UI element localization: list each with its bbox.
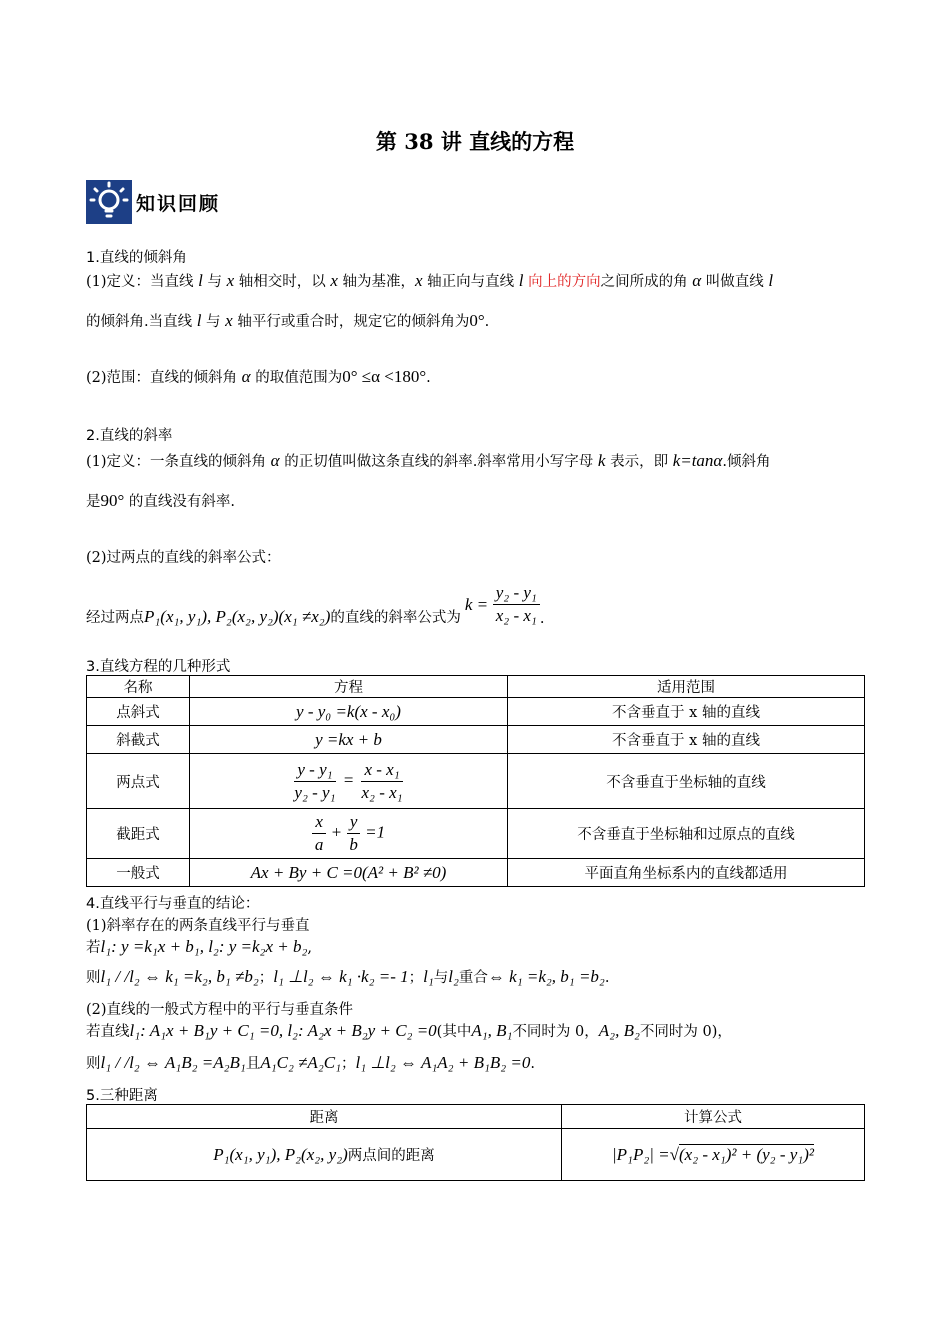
text: 不同时为 0， xyxy=(512,1024,599,1040)
numerator: y xyxy=(347,811,361,834)
s2-definition-line1 xyxy=(86,450,770,471)
var-l2: l₂ xyxy=(448,967,459,986)
radicand: (x₂ - x₁)² + (y₂ - y₁)² xyxy=(679,1144,814,1164)
ninety-degrees: 90° xyxy=(100,491,125,510)
page-title: 第 38 讲 直线的方程 xyxy=(375,129,575,154)
row-scope: 不含垂直于 x 轴的直线 xyxy=(508,726,865,754)
header-name: 名称 xyxy=(87,676,190,698)
denominator: y₂ - y₁ xyxy=(294,782,336,802)
table-header-row xyxy=(87,1105,865,1129)
s4-line2 xyxy=(86,966,609,987)
s2-definition-line2 xyxy=(86,490,235,511)
section-4-heading: 4.直线平行与垂直的结论： xyxy=(86,896,260,912)
text: . xyxy=(604,970,610,986)
range-expression: 0° ≤α <180° xyxy=(342,367,427,386)
two-points-expression: P₁(x₁, y₁), P₂(x₂, y₂)(x₁ ≠x₂) xyxy=(144,607,331,626)
sqrt-sign: √ xyxy=(669,1144,680,1164)
row-scope: 平面直角坐标系内的直线都适用 xyxy=(508,859,865,887)
text: 且 xyxy=(245,1056,261,1072)
row-name: 一般式 xyxy=(87,859,190,887)
text: 若 xyxy=(86,940,101,956)
text: 轴相交时，以 xyxy=(234,274,331,290)
row-name: 截距式 xyxy=(87,809,190,859)
denominator: b xyxy=(349,835,358,854)
var-l: l xyxy=(196,311,202,330)
text: . xyxy=(484,314,490,330)
highlight-upward-direction: 向上的方向 xyxy=(523,274,601,290)
text: ； xyxy=(258,970,274,986)
slope-numerator: y₂ - y₁ xyxy=(493,582,540,605)
s4-part2: (2)直线的一般式方程中的平行与垂直条件 xyxy=(86,1002,354,1018)
equals-one: =1 xyxy=(365,822,386,842)
text: 之间所成的角 xyxy=(600,274,693,290)
zero-degrees: 0° xyxy=(469,311,485,330)
denominator: x₂ - x₁ xyxy=(361,782,403,802)
var-l: l xyxy=(518,271,524,290)
header-distance: 距离 xyxy=(87,1105,562,1129)
text: 则 xyxy=(86,1056,101,1072)
table-header-row xyxy=(87,676,865,698)
distance-cell xyxy=(87,1129,562,1181)
fraction xyxy=(358,759,405,804)
text: 重合 xyxy=(458,970,488,986)
row-name: 点斜式 xyxy=(87,698,190,726)
text: (其中 xyxy=(436,1024,472,1040)
section-1-heading: 1.直线的倾斜角 xyxy=(86,250,187,266)
slope-k: k = xyxy=(464,594,489,614)
row-name: 两点式 xyxy=(87,754,190,809)
table-row xyxy=(87,809,865,859)
numerator: x - x₁ xyxy=(361,759,402,782)
text: 的直线的斜率公式为 xyxy=(330,610,461,626)
general-lines-expression: l₁: A₁x + B₁y + C₁ =0, l₂: A₂x + B₂y + C₂ =0 xyxy=(129,1021,437,1040)
header-equation: 方程 xyxy=(190,676,508,698)
header-formula: 计算公式 xyxy=(562,1105,865,1129)
s2-formula-heading: (2)过两点的直线的斜率公式： xyxy=(86,550,281,566)
text: 的直线没有斜率. xyxy=(124,494,236,510)
var-l1: l₁ xyxy=(423,967,434,986)
table-row xyxy=(87,859,865,887)
var-l: l xyxy=(198,271,203,290)
text: ； xyxy=(408,970,424,986)
text: 表示，即 xyxy=(605,454,673,470)
text: 轴平行或重合时，规定它的倾斜角为 xyxy=(232,314,470,330)
text: 轴正向与直线 xyxy=(422,274,519,290)
lightbulb-icon xyxy=(86,180,132,224)
s1-range xyxy=(86,366,431,387)
row-equation: y - y₀ =k(x - x₀) xyxy=(190,698,508,726)
numerator: y - y₁ xyxy=(294,759,335,782)
text: 是 xyxy=(86,494,101,510)
denominator: a xyxy=(314,835,324,854)
plus: + xyxy=(330,822,343,842)
coincide-condition: ⇔ k₁ =k₂, b₁ =b₂ xyxy=(487,967,605,986)
s1-definition-line1 xyxy=(86,270,773,291)
general-perpendicular-condition: l₁ ⊥l₂ ⇔ A₁A₂ + B₁B₂ =0 xyxy=(355,1053,531,1072)
text: 的正切值叫做这条直线的斜率.斜率常用小写字母 xyxy=(279,454,598,470)
s1-definition-line2 xyxy=(86,310,489,331)
row-name: 斜截式 xyxy=(87,726,190,754)
fraction xyxy=(346,811,361,856)
text: (1)定义：当直线 xyxy=(86,274,199,290)
table-row xyxy=(87,754,865,809)
var-alpha: α xyxy=(270,451,280,470)
row-equation xyxy=(190,809,508,859)
k-equals-tan: k=tanα xyxy=(672,451,723,470)
section-badge xyxy=(86,180,220,224)
text: . xyxy=(426,370,431,386)
var-x: x xyxy=(330,271,338,290)
text: 则 xyxy=(86,970,101,986)
s4-line3 xyxy=(86,1020,732,1041)
text: (1)定义：一条直线的倾斜角 xyxy=(86,454,271,470)
slope-denominator: x₂ - x₁ xyxy=(495,606,537,625)
text: .倾斜角 xyxy=(722,454,771,470)
table-row xyxy=(87,726,865,754)
row-equation: y =kx + b xyxy=(190,726,508,754)
badge-label: 知识回顾 xyxy=(136,192,221,215)
slope-fraction xyxy=(493,582,540,627)
row-scope: 不含垂直于坐标轴和过原点的直线 xyxy=(508,809,865,859)
var-k: k xyxy=(597,451,606,470)
s4-part1: (1)斜率存在的两条直线平行与垂直 xyxy=(86,918,310,934)
text: 与 xyxy=(202,274,227,290)
section-3-heading: 3.直线方程的几种形式 xyxy=(86,659,231,675)
s4-line4 xyxy=(86,1052,535,1073)
table-row xyxy=(87,698,865,726)
text: 叫做直线 xyxy=(701,274,769,290)
text: 的倾斜角.当直线 xyxy=(86,314,197,330)
distance-table xyxy=(86,1104,865,1181)
var-alpha: α xyxy=(692,271,702,290)
s2-formula-line xyxy=(86,578,544,627)
row-equation xyxy=(190,754,508,809)
perpendicular-condition: l₁ ⊥l₂ ⇔ k₁ ·k₂ =- 1 xyxy=(273,967,409,986)
text: 轴为基准， xyxy=(337,274,416,290)
section-2-heading: 2.直线的斜率 xyxy=(86,428,173,444)
var-x: x xyxy=(226,271,235,290)
var-alpha: α xyxy=(241,367,251,386)
row-scope: 不含垂直于坐标轴的直线 xyxy=(508,754,865,809)
text: , xyxy=(307,940,312,956)
distance-lhs: |P₁P₂| = xyxy=(612,1144,670,1164)
var-x: x xyxy=(225,311,233,330)
two-points: P₁(x₁, y₁), P₂(x₂, y₂) xyxy=(213,1145,348,1164)
general-parallel-condition-2: A₁C₂ ≠A₂C₁ xyxy=(260,1053,341,1072)
formula-cell xyxy=(562,1129,865,1181)
text: 的取值范围为 xyxy=(250,370,343,386)
text: . xyxy=(539,611,545,627)
distance-label: 两点间的距离 xyxy=(347,1148,435,1164)
table-row xyxy=(87,1129,865,1181)
fraction xyxy=(291,759,338,804)
var-x: x xyxy=(415,271,423,290)
text: 不同时为 0)， xyxy=(639,1024,732,1040)
coeff-a1-b1: A₁, B₁ xyxy=(471,1021,513,1040)
text: ； xyxy=(340,1056,356,1072)
slope-lines-expression: l₁: y =k₁x + b₁, l₂: y =k₂x + b₂ xyxy=(100,937,308,956)
equals: = xyxy=(342,769,355,789)
coeff-a2-b2: A₂, B₂ xyxy=(598,1021,640,1040)
text: 与 xyxy=(201,314,226,330)
s4-line1 xyxy=(86,936,312,957)
text: 若直线 xyxy=(86,1024,130,1040)
badge-box xyxy=(86,180,132,224)
line-forms-table xyxy=(86,675,865,887)
text: 经过两点 xyxy=(86,610,144,626)
row-scope: 不含垂直于 x 轴的直线 xyxy=(508,698,865,726)
text: . xyxy=(530,1056,535,1072)
numerator: x xyxy=(312,811,326,834)
var-l: l xyxy=(768,271,774,290)
text: 与 xyxy=(433,970,449,986)
row-equation: Ax + By + C =0(A² + B² ≠0) xyxy=(190,859,508,887)
fraction xyxy=(312,811,327,856)
header-scope: 适用范围 xyxy=(508,676,865,698)
parallel-condition: l₁ / /l₂ ⇔ k₁ =k₂, b₁ ≠b₂ xyxy=(100,967,259,986)
general-parallel-condition: l₁ / /l₂ ⇔ A₁B₂ =A₂B₁ xyxy=(100,1053,246,1072)
section-5-heading: 5.三种距离 xyxy=(86,1088,158,1104)
text: (2)范围：直线的倾斜角 xyxy=(86,370,242,386)
